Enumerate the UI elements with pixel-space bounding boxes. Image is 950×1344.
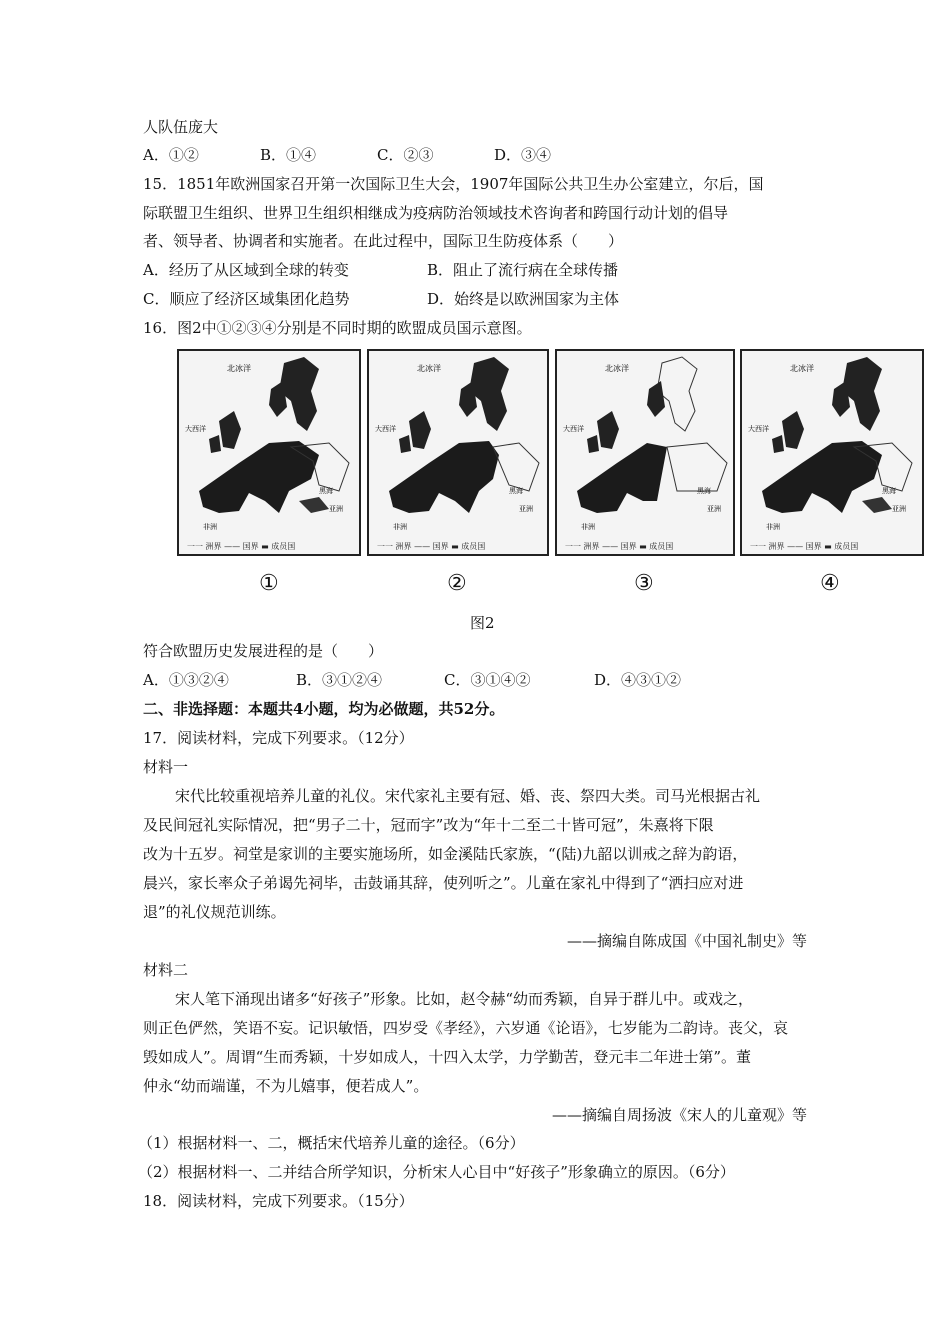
map-label-asia: 亚洲 [892, 505, 906, 513]
q16-option-c[interactable]: C．③①④② [444, 671, 531, 689]
map-label-black-sea: 黑海 [319, 487, 333, 495]
q17-material-2-source: ——摘编自周扬波《宋人的儿童观》等 [551, 1106, 807, 1124]
q17-material-1-line-2: 及民间冠礼实际情况，把“男子二十，冠而字”改为“年十二至二十皆可冠”，朱熹将下限 [143, 816, 714, 834]
q14-option-a[interactable]: A．①② [143, 146, 199, 164]
q17-material-1-line-4: 晨兴，家长率众子弟谒先祠毕，击鼓诵其辞，使列听之”。儿童在家礼中得到了“洒扫应对进 [143, 874, 744, 892]
figure-caption: 图2 [470, 614, 495, 632]
europe-map-illustration [557, 351, 733, 554]
q16-stem: 16．图2中①②③④分别是不同时期的欧盟成员国示意图。 [143, 319, 532, 337]
q17-material-2-line-4: 仲永“幼而端谨，不为儿嬉事，便若成人”。 [143, 1077, 429, 1095]
map-number-3: ③ [634, 571, 654, 596]
map-label-asia: 亚洲 [707, 505, 721, 513]
q17-material-2-line-3: 毁如成人”。周谓“生而秀颖，十岁如成人，十四入太学，力学勤苦，登元丰二年进士第”。董 [143, 1048, 752, 1066]
q16-option-a[interactable]: A．①③②④ [143, 671, 229, 689]
q17-material-1-line-5: 退”的礼仪规范训练。 [143, 903, 286, 921]
q15-option-b[interactable]: B．阻止了流行病在全球传播 [427, 261, 619, 279]
q17-material-1-line-1: 宋代比较重视培养儿童的礼仪。宋代家礼主要有冠、婚、丧、祭四大类。司马光根据古礼 [175, 787, 761, 805]
map-label-atlantic: 大西洋 [185, 425, 206, 433]
map-legend: 一一 洲界 —— 国界 ▬ 成员国 [377, 542, 486, 551]
q15-stem-line-3: 者、领导者、协调者和实施者。在此过程中，国际卫生防疫体系（ ） [143, 232, 624, 250]
q17-material-2-label: 材料二 [143, 961, 189, 979]
q17-material-2-line-1: 宋人笔下涌现出诸多“好孩子”形象。比如，赵令赫“幼而秀颖，自异于群儿中。或戏之， [175, 990, 754, 1008]
eu-map-3 [555, 349, 735, 556]
q17-title: 17．阅读材料，完成下列要求。（12分） [143, 729, 414, 747]
q17-material-1-source: ——摘编自陈成国《中国礼制史》等 [566, 932, 807, 950]
map-label-arctic: 北冰洋 [227, 364, 251, 373]
q18-title: 18．阅读材料，完成下列要求。（15分） [143, 1192, 414, 1210]
q17-material-1-label: 材料一 [143, 758, 189, 776]
map-label-atlantic: 大西洋 [375, 425, 396, 433]
map-label-africa: 非洲 [581, 523, 595, 531]
map-label-atlantic: 大西洋 [748, 425, 769, 433]
europe-map-illustration [369, 351, 547, 554]
map-label-black-sea: 黑海 [697, 487, 711, 495]
map-label-black-sea: 黑海 [882, 487, 896, 495]
map-label-arctic: 北冰洋 [605, 364, 629, 373]
q16-option-d[interactable]: D．④③①② [594, 671, 682, 689]
eu-map-1 [177, 349, 361, 556]
q16-option-b[interactable]: B．③①②④ [296, 671, 383, 689]
europe-map-illustration [179, 351, 359, 554]
q15-stem-line-1: 15．1851年欧洲国家召开第一次国际卫生大会，1907年国际公共卫生办公室建立，尔后，国 [143, 175, 764, 193]
q15-option-c[interactable]: C．顺应了经济区域集团化趋势 [143, 290, 350, 308]
map-legend: 一一 洲界 —— 国界 ▬ 成员国 [750, 542, 859, 551]
map-label-atlantic: 大西洋 [563, 425, 584, 433]
map-number-2: ② [447, 571, 467, 596]
section-2-heading: 二、非选择题：本题共4小题，均为必做题，共52分。 [143, 700, 505, 718]
q15-option-a[interactable]: A．经历了从区域到全球的转变 [143, 261, 349, 279]
eu-map-4 [740, 349, 924, 556]
q17-subquestion-2: （2）根据材料一、二并结合所学知识，分析宋人心目中“好孩子”形象确立的原因。（6分） [138, 1163, 735, 1181]
map-label-africa: 非洲 [393, 523, 407, 531]
map-label-asia: 亚洲 [519, 505, 533, 513]
map-label-africa: 非洲 [203, 523, 217, 531]
map-number-4: ④ [820, 571, 840, 596]
q14-option-d[interactable]: D．③④ [494, 146, 552, 164]
map-label-asia: 亚洲 [329, 505, 343, 513]
q15-stem-line-2: 际联盟卫生组织、世界卫生组织相继成为疫病防治领域技术咨询者和跨国行动计划的倡导 [143, 204, 729, 222]
q14-tail: 人队伍庞大 [143, 118, 219, 136]
q14-option-c[interactable]: C．②③ [377, 146, 434, 164]
map-label-arctic: 北冰洋 [417, 364, 441, 373]
q17-material-2-line-2: 则正色俨然，笑语不妄。记识敏悟，四岁受《孝经》，六岁通《论语》，七岁能为二韵诗。丧父，哀 [143, 1019, 789, 1037]
map-label-black-sea: 黑海 [509, 487, 523, 495]
map-number-1: ① [259, 571, 279, 596]
eu-map-2 [367, 349, 549, 556]
q16-question: 符合欧盟历史发展进程的是（ ） [143, 642, 384, 660]
map-legend: 一一 洲界 —— 国界 ▬ 成员国 [565, 542, 674, 551]
q17-material-1-line-3: 改为十五岁。祠堂是家训的主要实施场所，如金溪陆氏家族，“(陆)九韶以训戒之辞为韵语， [143, 845, 748, 863]
europe-map-illustration [742, 351, 922, 554]
map-label-arctic: 北冰洋 [790, 364, 814, 373]
map-legend: 一一 洲界 —— 国界 ▬ 成员国 [187, 542, 296, 551]
q17-subquestion-1: （1）根据材料一、二，概括宋代培养儿童的途径。（6分） [138, 1134, 525, 1152]
map-label-africa: 非洲 [766, 523, 780, 531]
q15-option-d[interactable]: D．始终是以欧洲国家为主体 [427, 290, 620, 308]
q14-option-b[interactable]: B．①④ [260, 146, 317, 164]
